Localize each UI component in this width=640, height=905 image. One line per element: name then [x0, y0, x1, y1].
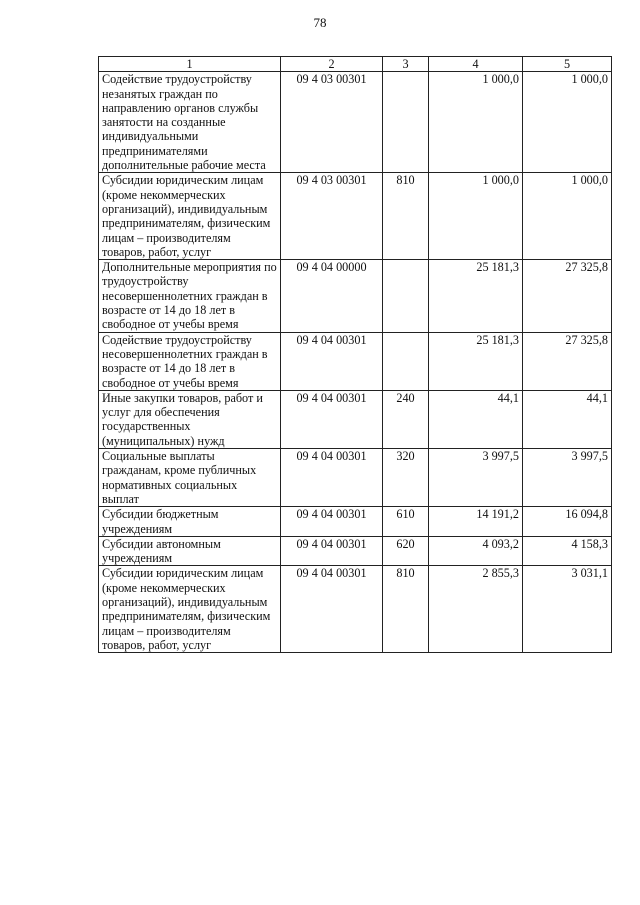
row-value-4: 1 000,0 [429, 173, 523, 260]
row-value-5: 4 158,3 [523, 536, 612, 566]
row-name: Субсидии юридическим лицам (кроме некоммерческих организаций), индивидуальным предпринимателям, физическим лицам – производителям товаров, работ, услуг [99, 566, 281, 653]
row-value-4: 3 997,5 [429, 449, 523, 507]
row-type: 320 [383, 449, 429, 507]
row-value-5: 1 000,0 [523, 72, 612, 173]
row-type: 610 [383, 507, 429, 537]
row-value-4: 2 855,3 [429, 566, 523, 653]
row-code: 09 4 04 00301 [281, 536, 383, 566]
row-name: Субсидии юридическим лицам (кроме некоммерческих организаций), индивидуальным предпринимателям, физическим лицам – производителям товаров, работ, услуг [99, 173, 281, 260]
table-row [99, 72, 612, 173]
row-value-4: 25 181,3 [429, 260, 523, 332]
page-number: 78 [313, 15, 327, 30]
row-value-4: 25 181,3 [429, 332, 523, 390]
row-type: 240 [383, 390, 429, 448]
row-type [383, 72, 429, 173]
row-code: 09 4 03 00301 [281, 173, 383, 260]
row-value-5: 16 094,8 [523, 507, 612, 537]
table-row [99, 332, 612, 390]
table-row [99, 260, 612, 332]
row-name: Социальные выплаты гражданам, кроме публичных нормативных социальных выплат [99, 449, 281, 507]
row-value-5: 3 031,1 [523, 566, 612, 653]
column-header: 2 [281, 57, 383, 72]
table-row [99, 536, 612, 566]
row-code: 09 4 04 00301 [281, 507, 383, 537]
table-row [99, 566, 612, 653]
row-code: 09 4 04 00301 [281, 332, 383, 390]
row-type [383, 332, 429, 390]
row-name: Иные закупки товаров, работ и услуг для обеспечения государственных (муниципальных) нужд [99, 390, 281, 448]
table-row [99, 449, 612, 507]
row-code: 09 4 04 00301 [281, 390, 383, 448]
budget-table [98, 56, 612, 653]
row-code: 09 4 04 00000 [281, 260, 383, 332]
row-name: Субсидии автономным учреждениям [99, 536, 281, 566]
row-value-5: 3 997,5 [523, 449, 612, 507]
column-header: 3 [383, 57, 429, 72]
row-value-4: 4 093,2 [429, 536, 523, 566]
row-type: 810 [383, 173, 429, 260]
row-value-5: 1 000,0 [523, 173, 612, 260]
row-name: Содействие трудоустройству незанятых граждан по направлению органов службы занятости на созданные индивидуальными предпринимателями дополнительные рабочие места [99, 72, 281, 173]
row-value-5: 27 325,8 [523, 260, 612, 332]
row-value-5: 44,1 [523, 390, 612, 448]
row-value-4: 14 191,2 [429, 507, 523, 537]
row-code: 09 4 03 00301 [281, 72, 383, 173]
column-header: 5 [523, 57, 612, 72]
table-row [99, 507, 612, 537]
row-type: 620 [383, 536, 429, 566]
table-header-row [99, 57, 612, 72]
row-type: 810 [383, 566, 429, 653]
table-row [99, 173, 612, 260]
row-name: Дополнительные мероприятия по трудоустройству несовершеннолетних граждан в возрасте от 14 до 18 лет в свободное от учебы время [99, 260, 281, 332]
row-type [383, 260, 429, 332]
row-value-4: 44,1 [429, 390, 523, 448]
table-row [99, 390, 612, 448]
row-name: Содействие трудоустройству несовершеннолетних граждан в возрасте от 14 до 18 лет в свободное от учебы время [99, 332, 281, 390]
row-name: Субсидии бюджетным учреждениям [99, 507, 281, 537]
row-value-4: 1 000,0 [429, 72, 523, 173]
row-code: 09 4 04 00301 [281, 566, 383, 653]
column-header: 4 [429, 57, 523, 72]
row-code: 09 4 04 00301 [281, 449, 383, 507]
column-header: 1 [99, 57, 281, 72]
row-value-5: 27 325,8 [523, 332, 612, 390]
